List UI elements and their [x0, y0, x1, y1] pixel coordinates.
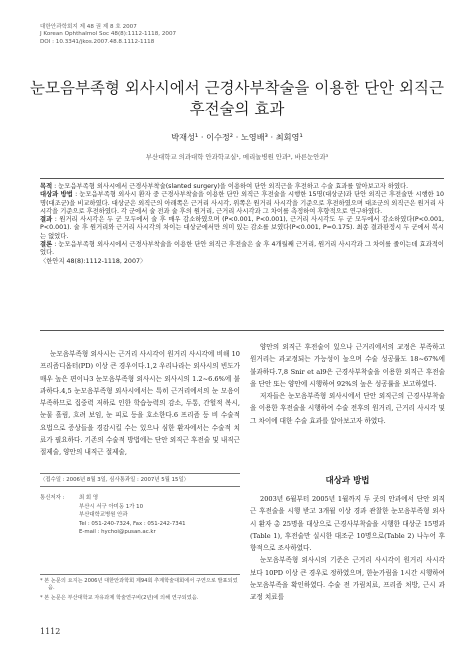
body-paragraph: 저자들은 눈모음부족형 외사시에서 단안 외직근의 근경사부착술을 이용한 후전술을 시행하여 수술 전후의 원거리, 근거리 사시각 및 그 차이에 대한 수술 효과를 알아보고자 하였다.: [250, 392, 445, 425]
abstract-methods: [40, 191, 444, 216]
body-right-column-continued: [250, 493, 445, 604]
abstract-text: : 원거리 사시각은 두 군 모두에서 술 후 매우 감소하였으며 (P<0.001, P<0.001), 근거리 사시각도 두 군 모두에서 감소하였다(P<0.001, P<0.001). 술 후 원거리와 근거리 사시각의 차이는 대상군에서만 의미 있는 감소를 보였다(P<0.001, P=0.175). 최종 결과판정시 두 군에서 복시는 없었다.: [40, 216, 444, 240]
abstract-text: : 눈모음부족형 외사시에서 근경사부착술(slanted surgery)을 이용하여 단안 외직근을 후전하고 수술 효과를 알아보고자 하였다.: [52, 183, 409, 190]
body-right-column: [250, 341, 445, 427]
footnote: * 본 논문은 부산대학교 자유과제 학술연구비(2년)에 의해 연구되었음.: [40, 594, 199, 601]
body-paragraph: 2003년 6월부터 2005년 1월까지 두 곳의 안과에서 단안 외직근 후전술을 시행 받고 3개월 이상 경과 관찰한 눈모음부족형 외사시 환자 총 25명을 대상으로 근경사부착술을 시행한 대상군 15명과(Table 1), 후전술만 실시한 대조군 10명으로(Table 2) 나누어 후향적으로 조사하였다.: [250, 495, 445, 553]
article-title-line: 후전술의 효과: [189, 100, 285, 118]
correspondence-email: E-mail : hychoi@pusan.ac.kr: [79, 529, 156, 536]
received-accepted-dates: 〈접수일 : 2006년 8월 3일, 심사통과일 : 2007년 5월 15일〉: [40, 473, 240, 487]
abstract-text: : 눈모음부족형 외사시에서 근경사부착술을 이용한 단안 외직근 후전술은 술 후 4개월째 근거리, 원거리 사시각과 그 차이를 줄이는데 효과적이었다.: [40, 241, 444, 257]
journal-header-line: 대한안과학회지 제 48 권 제 8 호 2007: [40, 24, 137, 30]
correspondence-phone: Tel : 051-240-7324, Fax : 051-242-7341: [79, 520, 186, 527]
affiliation: 부산대학교 의과대학 안과학교실¹, 메리놀병원 안과², 바른눈안과³: [145, 153, 329, 161]
correspondence-address: 부산대학교병원 안과: [79, 512, 128, 519]
correspondence-name: 최 회 영: [79, 495, 99, 501]
abstract-results: [40, 216, 444, 241]
body-left-column: [40, 348, 240, 459]
abstract-label: 목적: [40, 183, 53, 190]
body-paragraph: 양안의 외직근 후전술이 있으나 근거리에서의 교정은 부족하고 원거리는 과교정되는 가능성이 높으며 수술 성공률도 18~67%에 불과하다.7,8 Snir et al9은 근경사부착술을 이용한 외직근 후전술을 단안 또는 양안에 시행하여 92%의 높은 성공률을 보고하였다.: [250, 343, 445, 388]
abstract-citation: 〈한안지 48(8):1112-1118, 2007〉: [40, 257, 147, 265]
correspondence-address: 부산시 서구 아미동 1가 10: [79, 503, 144, 510]
article-title-line: 눈모음부족형 외사시에서 근경사부착술을 이용한 단안 외직근: [30, 79, 444, 97]
page-number: 1112: [40, 627, 61, 636]
abstract-divider: [40, 330, 444, 331]
correspondence-details: [79, 494, 186, 537]
article-title: [0, 78, 474, 120]
abstract-label: 대상과 방법: [40, 191, 73, 199]
abstract-text: : 눈모음부족형 외사시 환자 중 근경사부착술을 이용한 단안 외직근 후전술을 시행한 15명(대상군)과 단안 외직근 후전술만 시행한 10명(대조군)을 비교하였다. 대상군은 외직근의 아래쪽은 근거리 사시각, 위쪽은 원거리 사시각을 기준으로 후전하였으며 대조군의 외직근은 원거리 사시각을 기준으로 후전하였다. 각 군에서 술 전과 술 후의 원거리, 근거리 사시각과 그 차이를 측정하여 후향적으로 연구하였다.: [40, 191, 445, 215]
abstract-label: 결과: [40, 216, 53, 224]
abstract-conclusion: [40, 241, 444, 258]
journal-header: [40, 24, 176, 46]
journal-header-line: J Korean Ophthalmol Soc 48(8):1112-1118, 2007: [40, 31, 177, 38]
section-heading-methods: 대상과 방법: [325, 476, 370, 486]
footnote: * 본 논문의 요지는 2006년 대한안과학회 제94회 추계학술대회에서 구연으로 발표되었음.: [40, 578, 238, 592]
footnotes: [40, 574, 240, 604]
abstract: [40, 178, 444, 266]
abstract-label: 결론: [40, 241, 53, 249]
body-paragraph: 눈모음부족형 외사시는 근거리 사시각이 원거리 사시각에 비해 10프리즘디옵터(PD) 이상 큰 경우이다.1,2 우리나라는 외사시의 빈도가 매우 높은 편이나3 눈모음부족형 외사시는 외사시의 1.2~6.6%에 불과하다.4,5 눈모음부족형 외사시에서는 특히 근거리에서의 눈 모음이 부족하므로 집중력 저하로 인한 학습능력의 감소, 두통, 간헐적 복시, 눈물 흘림, 흐려 보임, 눈 피로 등을 호소한다.6 프리즘 등 비 수술적 요법으로 증상들을 경감시킬 수는 있으나 심한 환자에서는 수술적 치료가 필요하다. 기존의 수술적 방법에는 단안 외직근 후전술 및 내직근 절제술, 양안의 내직근 절제술,: [40, 350, 240, 457]
journal-doi: DOI : 10.3341/jkos.2007.48.8.1112-1118: [40, 38, 155, 45]
correspondence-label: 통신저자 :: [40, 495, 65, 501]
author-list: 박재성¹ · 이수정² · 노영배³ · 최회영¹: [171, 132, 303, 142]
body-paragraph: 눈모음부족형 외사시의 기준은 근거리 사시각이 원거리 사시각 보다 10PD 이상 큰 경우로 정하였으며, 한눈가림을 1시간 시행하여 눈모음부족을 확인하였다. 수술 전 가림치료, 프리즘 처방, 근시 과교정 치료를: [250, 556, 445, 602]
